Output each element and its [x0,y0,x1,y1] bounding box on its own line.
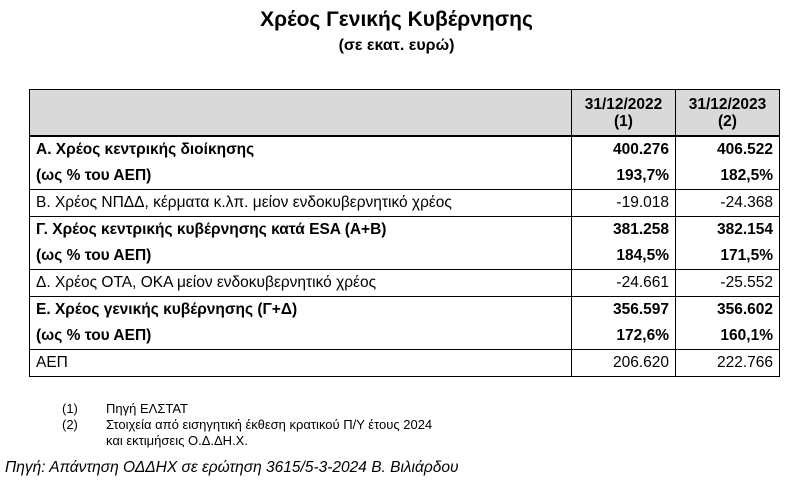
value-2022: 172,6% [572,323,676,350]
table-row [30,190,780,217]
footnote-number: (2) [62,417,78,432]
row-label: Δ. Χρέος ΟΤΑ, ΟΚΑ μείον ενδοκυβερνητικό χρέος [30,270,572,297]
table-row [30,243,780,270]
row-label: (ως % του ΑΕΠ) [30,163,572,190]
value-2023: 182,5% [676,163,780,190]
row-label: ΑΕΠ [30,350,572,377]
header-empty-cell [30,90,572,137]
table-row [30,297,780,324]
value-2022: -24.661 [572,270,676,297]
footnote-text: και εκτιμήσεις Ο.Δ.ΔΗ.Χ. [106,433,248,448]
footnote [62,433,432,449]
header-2022-date: 31/12/2022 [584,95,663,113]
table-row [30,350,780,377]
footnote [62,401,432,417]
value-2022: 206.620 [572,350,676,377]
header-2023-ref: (2) [718,112,737,130]
value-2022: 184,5% [572,243,676,270]
footnotes [62,401,432,449]
footnote-text: Πηγή ΕΛΣΤΑΤ [106,401,188,416]
table-header-row [30,90,780,137]
value-2023: 406.522 [676,136,780,163]
value-2022: 356.597 [572,297,676,324]
table-row [30,217,780,244]
footnote-text: Στοιχεία από εισηγητική έκθεση κρατικού Π/Υ έτους 2024 [106,417,433,432]
value-2023: 171,5% [676,243,780,270]
debt-table [29,89,780,377]
header-2023 [676,90,780,137]
table-row [30,163,780,190]
value-2023: -25.552 [676,270,780,297]
table-row [30,136,780,163]
header-2023-date: 31/12/2023 [688,95,767,113]
value-2022: 193,7% [572,163,676,190]
row-label: (ως % του ΑΕΠ) [30,243,572,270]
value-2023: -24.368 [676,190,780,217]
row-label: Α. Χρέος κεντρικής διοίκησης [30,136,572,163]
row-label: Β. Χρέος ΝΠΔΔ, κέρματα κ.λπ. μείον ενδοκυβερνητικό χρέος [30,190,572,217]
value-2023: 356.602 [676,297,780,324]
value-2023: 382.154 [676,217,780,244]
value-2023: 222.766 [676,350,780,377]
page-title: Χρέος Γενικής Κυβέρνησης [260,8,533,31]
row-label: Ε. Χρέος γενικής κυβέρνησης (Γ+Δ) [30,297,572,324]
row-label: Γ. Χρέος κεντρικής κυβέρνησης κατά ESA (Α+Β) [30,217,572,244]
footnote [62,417,432,433]
value-2022: -19.018 [572,190,676,217]
table-row [30,270,780,297]
footnote-number: (1) [62,401,78,416]
source-note: Πηγή: Απάντηση ΟΔΔΗΧ σε ερώτηση 3615/5-3-2024 Β. Βιλιάρδου [5,459,459,476]
value-2022: 400.276 [572,136,676,163]
page-subtitle: (σε εκατ. ευρώ) [338,37,455,54]
header-2022 [572,90,676,137]
value-2022: 381.258 [572,217,676,244]
value-2023: 160,1% [676,323,780,350]
footnote-number [62,433,106,449]
table-row [30,323,780,350]
row-label: (ως % του ΑΕΠ) [30,323,572,350]
header-2022-ref: (1) [614,112,633,130]
